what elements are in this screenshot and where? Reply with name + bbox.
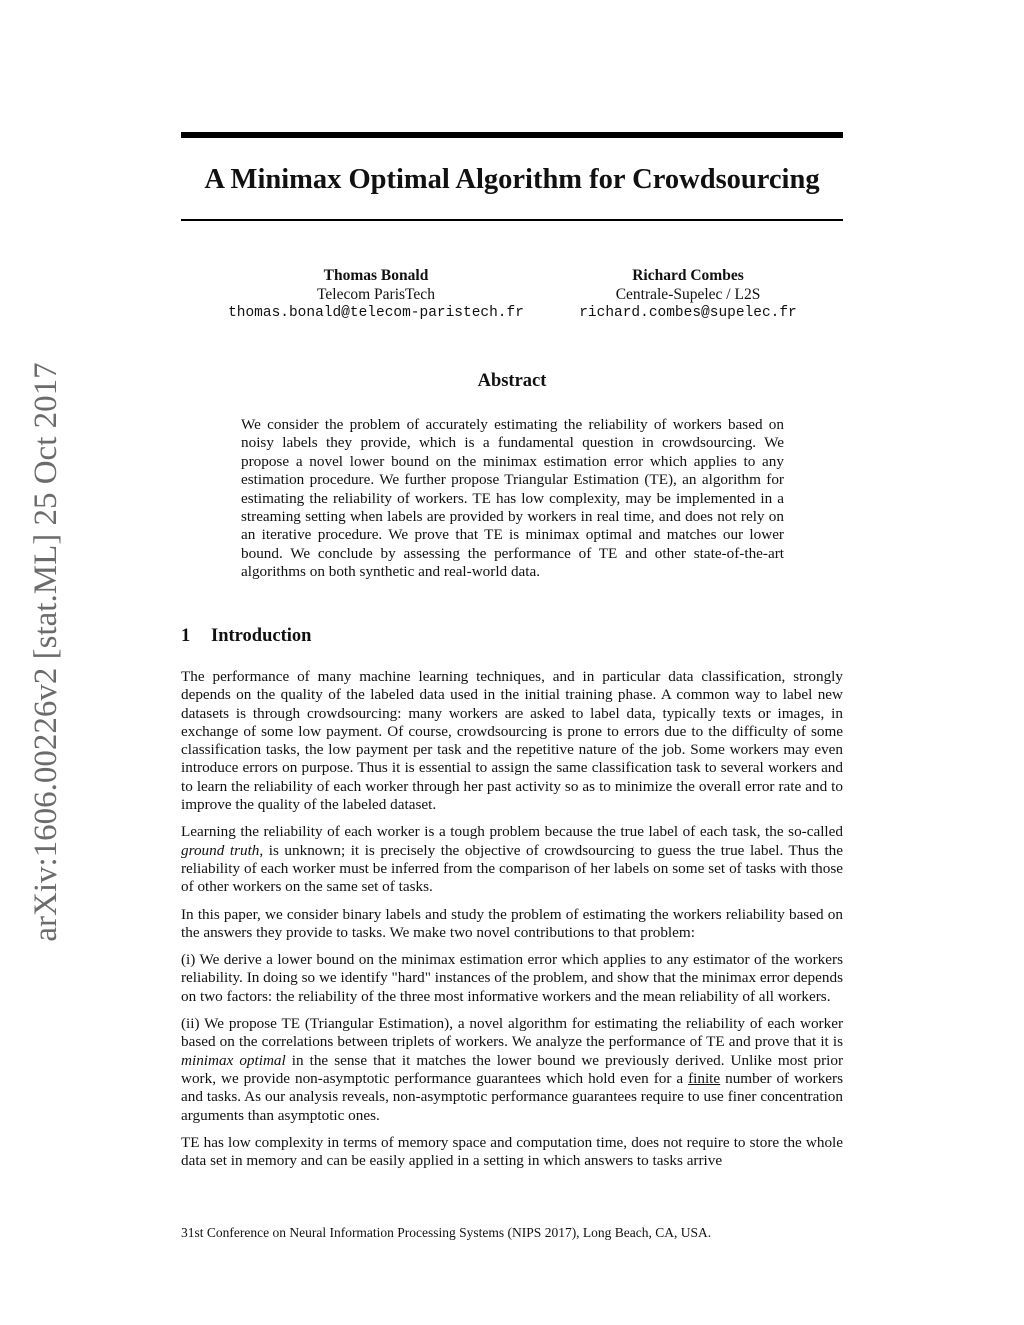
contribution-paragraph: (ii) We propose TE (Triangular Estimation), a novel algorithm for estimating the reliability of each worker based on the correlations between triplets of workers. We analyze the performance of TE and prove that it is minimax optimal in the sense that it matches the lower bound we previously derived. Unlike most prior work, we provide non-asymptotic performance guarantees which hold even for a finite number of workers and tasks. As our analysis reveals, non-asymptotic performance guarantees require to use finer concentration arguments than asymptotic ones.: [181, 1015, 843, 1124]
abstract-text: We consider the problem of accurately estimating the reliability of workers based on noisy labels they provide, which is a fundamental question in crowdsourcing. We propose a novel lower bound on the minimax estimation error which applies to any estimation procedure. We further propose Triangular Estimation (TE), an algorithm for estimating the reliability of workers. TE has low complexity, may be implemented in a streaming setting when labels are provided by workers in real time, and does not rely on an iterative procedure. We prove that TE is minimax optimal and matches our lower bound. We conclude by assessing the performance of TE and other state-of-the-art algorithms on both synthetic and real-world data.: [241, 416, 784, 581]
conference-footnote: 31st Conference on Neural Information Processing Systems (NIPS 2017), Long Beach, CA, USA.: [181, 1225, 712, 1240]
title-rule-bottom: [181, 219, 843, 221]
paragraph: Learning the reliability of each worker is a tough problem because the true label of each task, the so-called ground truth, is unknown; it is precisely the objective of crowdsourcing to guess the true label. Thus the reliability of each worker must be inferred from the comparison of her labels on some set of tasks with those of other workers on the same set of tasks.: [181, 823, 843, 896]
author-affiliation: Telecom ParisTech: [317, 286, 435, 303]
paragraph: TE has low complexity in terms of memory space and computation time, does not require to store the whole data set in memory and can be easily applied in a setting in which answers to tasks arrive: [181, 1133, 843, 1170]
author-affiliation: Centrale-Supelec / L2S: [615, 286, 761, 303]
emphasis-ground-truth: ground truth: [181, 841, 260, 859]
paper-title: A Minimax Optimal Algorithm for Crowdsourcing: [204, 164, 820, 195]
contribution-paragraph: (i) We derive a lower bound on the minimax estimation error which applies to any estimator of the workers reliability. In doing so we identify "hard" instances of the problem, and show that the minimax error depends on two factors: the reliability of the three most informative workers and the mean reliability of all workers.: [181, 951, 843, 1005]
author-block-1: [216, 266, 536, 323]
emphasis-minimax-optimal: minimax optimal: [181, 1051, 286, 1069]
section-title: Introduction: [211, 626, 312, 646]
section-heading: [181, 624, 311, 648]
paragraph: In this paper, we consider binary labels and study the problem of estimating the workers reliability based on the answers they provide to tasks. We make two novel contributions to that problem:: [181, 905, 843, 941]
author-email: thomas.bonald@telecom-paristech.fr: [228, 305, 524, 321]
section-body: [181, 668, 843, 1179]
author-block-2: [548, 266, 828, 323]
author-name: Thomas Bonald: [323, 267, 429, 284]
author-name: Richard Combes: [632, 267, 744, 284]
abstract-heading: Abstract: [477, 371, 547, 391]
author-email: richard.combes@supelec.fr: [579, 305, 797, 321]
paragraph: The performance of many machine learning techniques, and in particular data classification, strongly depends on the quality of the labeled data used in the initial training phase. A common way to label new datasets is through crowdsourcing: many workers are asked to label data, typically texts or images, in exchange of some low payment. Of course, crowdsourcing is prone to errors due to the difficulty of some classification tasks, the low payment per task and the repetitive nature of the job. Some workers may even introduce errors on purpose. Thus it is essential to assign the same classification task to several workers and to learn the reliability of each worker through her past activity so as to minimize the overall error rate and to improve the quality of the labeled dataset.: [181, 668, 843, 814]
underlined-finite: finite: [688, 1069, 721, 1087]
title-rule-top: [181, 132, 843, 138]
section-number: 1: [181, 626, 191, 646]
arxiv-identifier: arXiv:1606.00226v2 [stat.ML] 25 Oct 2017: [28, 362, 64, 942]
